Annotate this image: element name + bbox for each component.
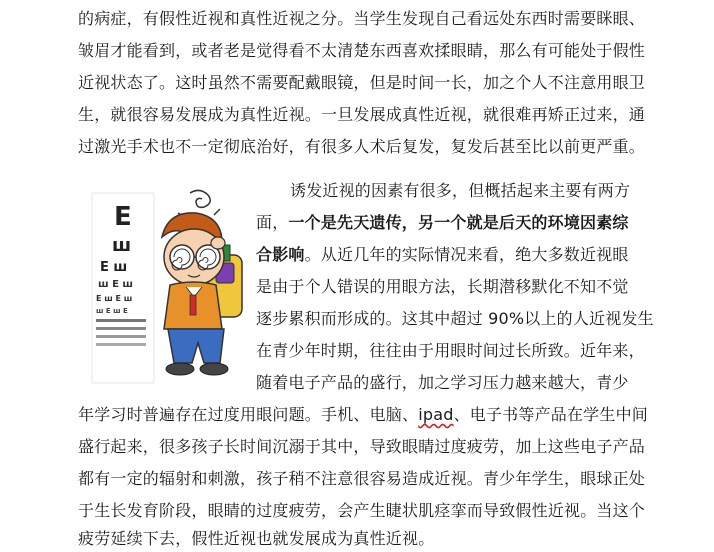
p2-line-10: 都有一定的辐射和刺激，孩子稍不注意很容易造成近视。青少年学生，眼球正处 [78, 469, 646, 488]
p1-line-5: 过激光手术也不一定彻底治好，有很多人术后复发，复发后甚至比以前更严重。 [78, 137, 646, 156]
chart-row-5: Е ш Е ш [96, 294, 133, 303]
chart-row-3: Е ш [100, 260, 128, 275]
p2-line-6: 在青少年时期，往往由于用眼时间过长所致。近年来， [256, 341, 645, 360]
spelling-flagged-word: ipad [418, 405, 454, 424]
chart-row-4: ш Е ш [98, 279, 134, 290]
p2-line-7: 随着电子产品的盛行，加之学习压力越来越大，青少 [256, 373, 629, 392]
p1-line-3: 近视状态了。这时虽然不需要配戴眼镜，但是时间一长，加之个人不注意用眼卫 [78, 73, 646, 92]
eye-chart [92, 193, 154, 383]
p2-line-11: 于生长发育阶段，眼睛的过度疲劳，会产生睫状肌痉挛而导致假性近视。当这个 [78, 501, 646, 520]
p2-line-5: 逐步累积而形成的。这其中超过 90%以上的人近视发生 [256, 309, 654, 328]
p2-line-9: 盛行起来，很多孩子长时间沉溺于其中，导致眼睛过度疲劳，加上这些电子产品 [78, 437, 646, 456]
left-shoe [166, 363, 194, 375]
p2-line-4: 是由于个人错误的用眼方法，长期潜移默化不知不觉 [256, 277, 629, 296]
p2-line-2-bold: 一个是先天遗传，另一个就是后天的环境因素综 [288, 213, 629, 232]
p2-line-1: 诱发近视的因素有很多，但概括起来主要有两方 [290, 181, 631, 200]
myopia-child-illustration [90, 185, 250, 385]
p2-line-3 [256, 245, 629, 265]
p2-line-2-pre: 面， [256, 213, 289, 232]
p2-line-8-pre: 年学习时普遍存在过度用眼问题。手机、电脑、 [78, 405, 419, 424]
p2-line-3-rest: 。从近几年的实际情况来看，绝大多数近视眼 [304, 245, 629, 264]
chart-row-1: E [114, 202, 132, 232]
p2-line-8 [78, 405, 648, 425]
p1-line-2: 皱眉才能看到，或者老是觉得看不太清楚东西喜欢揉眼睛，那么有可能处于假性 [78, 41, 646, 60]
right-shoe [200, 363, 228, 375]
p2-line-12: 疲劳延续下去，假性近视也就发展成为真性近视。 [78, 529, 435, 548]
p2-line-2 [256, 213, 629, 233]
p2-line-8-rest: 、电子书等产品在学生中间 [453, 405, 648, 424]
hand [211, 237, 225, 249]
p2-line-3-bold: 合影响 [256, 245, 305, 264]
pants [168, 329, 224, 363]
chart-row-2: ш [112, 235, 132, 256]
chart-row-6: ш Е ш Е [96, 307, 128, 315]
p1-line-1: 的病症，有假性近视和真性近视之分。当学生发现自己看远处东西时需要眯眼、 [78, 9, 646, 28]
p1-line-4: 生，就很容易发展成为真性近视。一旦发展成真性近视，就很难再矫正过来，通 [78, 105, 646, 124]
